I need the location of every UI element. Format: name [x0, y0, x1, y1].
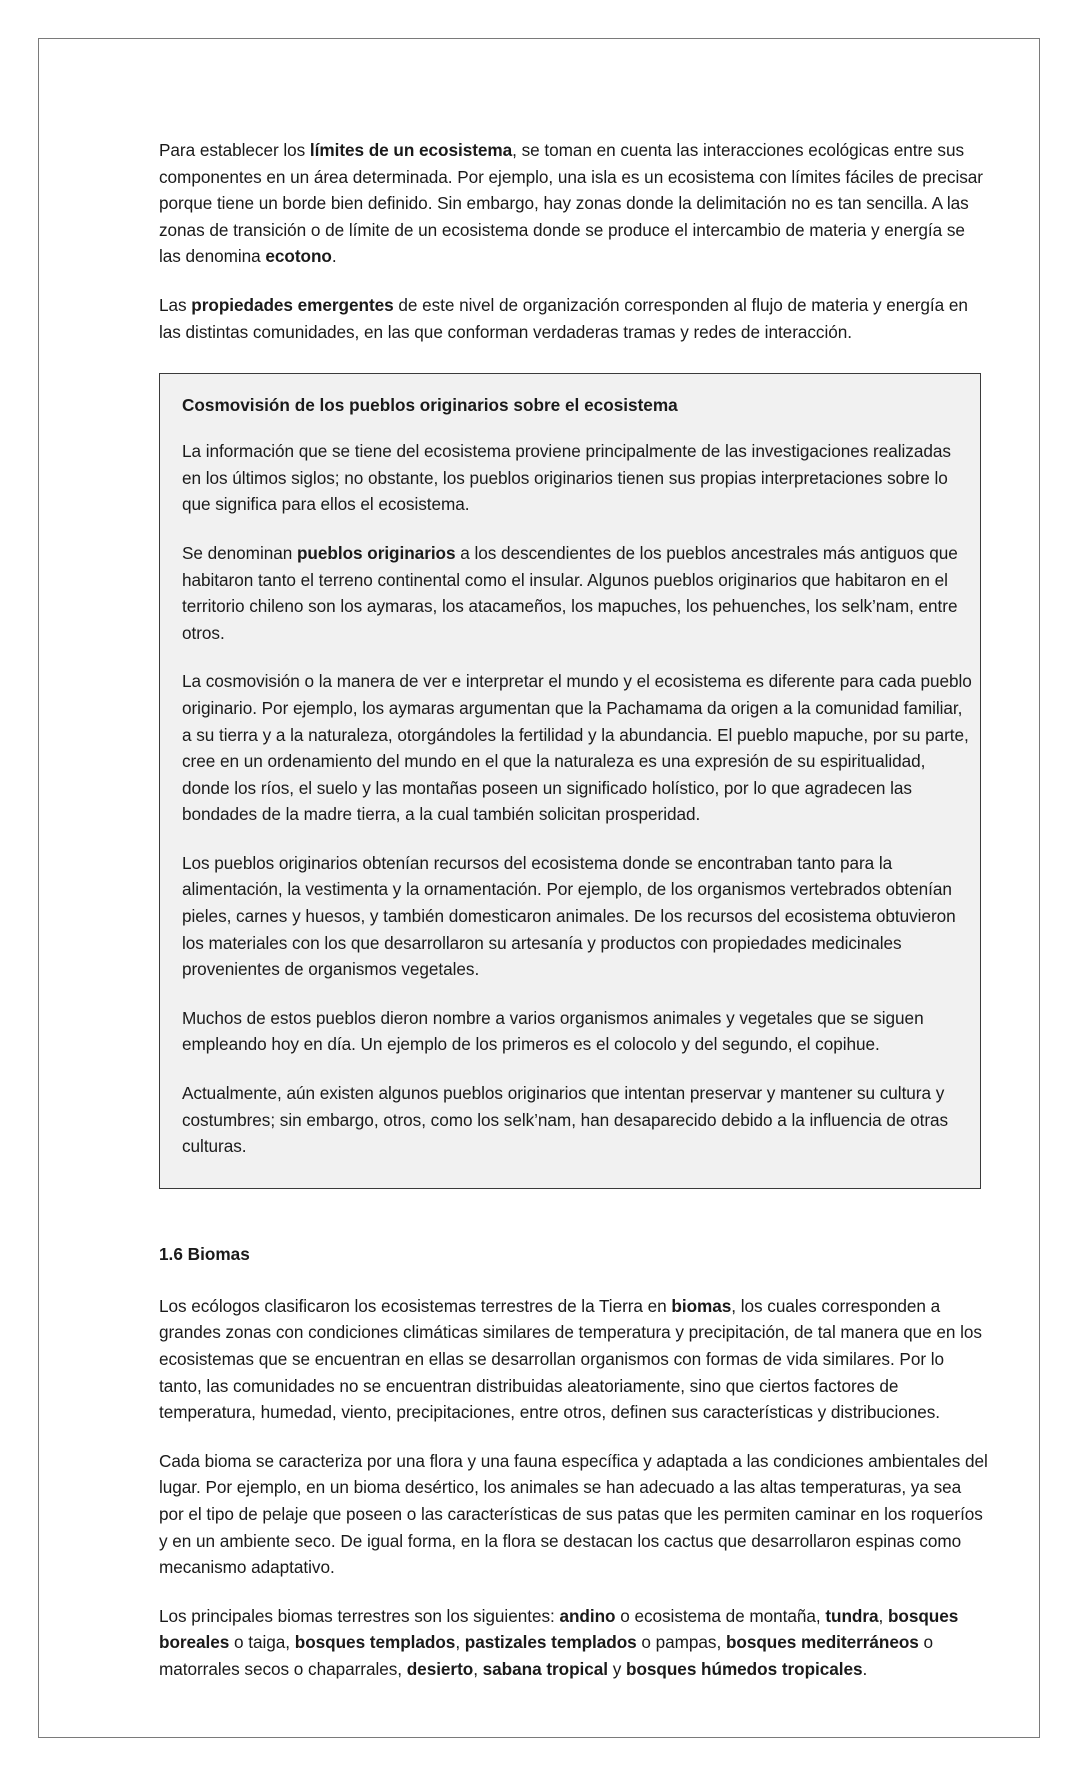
callout-paragraph-informacion: La información que se tiene del ecosistema proviene principalmente de las investigaciones realizadas en los últimos siglos; no obstante, los pueblos originarios tienen sus propias interpretaciones sobre lo que significa para ellos el ecosistema. — [182, 441, 951, 515]
text-segment: Los principales biomas terrestres son los siguientes: — [159, 1605, 560, 1626]
callout-paragraph-recursos: Los pueblos originarios obtenían recursos del ecosistema donde se encontraban tanto para la alimentación, la vestimenta y la ornamentación. Por ejemplo, de los organismos vertebrados obtenían pieles, carnes y huesos, y también domesticaron animales. De los recursos del ecosistema obtuvieron los materiales con los que desarrollaron su artesanía y productos con propiedades medicinales provenientes de organismos vegetales. — [182, 852, 956, 980]
text-segment: o matorrales secos o chaparrales, — [159, 1632, 934, 1679]
section-heading-biomas: 1.6 Biomas — [159, 1243, 250, 1264]
text-segment: . — [331, 246, 337, 267]
bold-pastizales-templados: pastizales templados — [464, 1632, 637, 1653]
bold-bosques-templados: bosques templados — [294, 1632, 456, 1653]
text-segment: Las — [159, 294, 192, 315]
bold-bosques-mediterraneos: bosques mediterráneos — [725, 1632, 919, 1653]
bold-tundra: tundra — [825, 1605, 879, 1626]
document-content — [159, 137, 989, 1683]
bold-limites-de-un-ecosistema: límites de un ecosistema — [309, 140, 513, 160]
text-segment: o taiga, — [229, 1632, 295, 1653]
page-frame — [38, 38, 1040, 1738]
callout-title: Cosmovisión de los pueblos originarios sobre el ecosistema — [182, 395, 678, 416]
text-segment: , — [878, 1605, 888, 1626]
bold-pueblos-originarios: pueblos originarios — [296, 542, 456, 563]
text-segment: Los ecólogos clasificaron los ecosistemas terrestres de la Tierra en — [159, 1295, 672, 1316]
text-segment: . — [862, 1658, 868, 1679]
callout-paragraph-nombres-organismos: Muchos de estos pueblos dieron nombre a varios organismos animales y vegetales que se siguen empleando hoy en día. Un ejemplo de los primeros es el colocolo y del segundo, el copihue. — [182, 1007, 924, 1055]
bold-bosques-boreales: bosques boreales — [159, 1605, 959, 1653]
paragraph-principales-biomas — [159, 1603, 989, 1683]
text-segment: y — [608, 1658, 626, 1679]
callout-paragraph-actualmente: Actualmente, aún existen algunos pueblos originarios que intentan preservar y mantener su cultura y costumbres; sin embargo, otros, como los selk’nam, han desaparecido debido a la influencia de otras culturas. — [182, 1083, 949, 1157]
text-segment: , — [455, 1632, 465, 1653]
callout-paragraph-pueblos-originarios — [182, 540, 972, 646]
text-segment: Se denominan — [182, 542, 297, 563]
paragraph-limites-ecosistema — [159, 137, 989, 270]
callout-paragraph-cosmovision: La cosmovisión o la manera de ver e interpretar el mundo y el ecosistema es diferente para cada pueblo originario. Por ejemplo, los aymaras argumentan que la Pachamama da origen a la comunidad familiar, a su tierra y a la naturaleza, otorgándoles la fertilidad y la abundancia. El pueblo mapuche, por su parte, cree en un ordenamiento del mundo en el que la naturaleza es una expresión de su espiritualidad, donde los ríos, el suelo y las montañas poseen un significado holístico, por lo que agradecen las bondades de la madre tierra, a la cual también solicitan prosperidad. — [182, 671, 972, 825]
text-segment: a los descendientes de los pueblos ancestrales más antiguos que habitaron tanto el terreno continental como el insular. Algunos pueblos originarios que habitaron en el territorio chileno son los aymaras, los atacameños, los mapuches, los pehuenches, los selk’nam, entre otros. — [182, 542, 958, 643]
paragraph-propiedades-emergentes — [159, 292, 989, 345]
bold-biomas: biomas — [671, 1295, 732, 1316]
text-segment: o pampas, — [636, 1632, 726, 1653]
text-segment: , se toman en cuenta las interacciones ecológicas entre sus componentes en un área determinada. Por ejemplo, una isla es un ecosistema con límites fáciles de precisar porque tiene un borde bien definido. Sin embargo, hay zonas donde la delimitación no es tan sencilla. A las zonas de transición o de límite de un ecosistema donde se produce el intercambio de materia y energía se las denomina — [159, 140, 983, 267]
text-segment: , los cuales corresponden a grandes zonas con condiciones climáticas similares de temperatura y precipitación, de tal manera que en los ecosistemas que se encuentran en ellas se desarrollan organismos con formas de vida similares. Por lo tanto, las comunidades no se encuentran distribuidas aleatoriamente, sino que ciertos factores de temperatura, humedad, viento, precipitaciones, entre otros, definen sus características y distribuciones. — [159, 1295, 982, 1423]
bold-sabana-tropical: sabana tropical — [482, 1658, 608, 1679]
text-segment: de este nivel de organización corresponden al flujo de materia y energía en las distintas comunidades, en las que conforman verdaderas tramas y redes de interacción. — [159, 294, 968, 342]
bold-bosques-humedos-tropicales: bosques húmedos tropicales — [626, 1658, 863, 1679]
text-segment: , — [473, 1658, 483, 1679]
callout-box-cosmovision — [159, 373, 981, 1189]
text-segment: o ecosistema de montaña, — [615, 1605, 826, 1626]
paragraph-biomas-definicion — [159, 1293, 989, 1426]
paragraph-bioma-flora-fauna: Cada bioma se caracteriza por una flora y una fauna específica y adaptada a las condiciones ambientales del lugar. Por ejemplo, en un bioma desértico, los animales se han adecuado a las altas temperaturas, ya sea por el tipo de pelaje que poseen o las características de sus patas que les permiten caminar en los roqueríos y en un ambiente seco. De igual forma, en la flora se destacan los cactus que desarrollaron espinas como mecanismo adaptativo. — [159, 1450, 988, 1578]
bold-propiedades-emergentes: propiedades emergentes — [191, 294, 394, 315]
bold-desierto: desierto — [406, 1658, 474, 1679]
text-segment: Para establecer los — [159, 140, 310, 160]
bold-andino: andino — [559, 1605, 616, 1626]
bold-ecotono: ecotono — [265, 246, 332, 267]
